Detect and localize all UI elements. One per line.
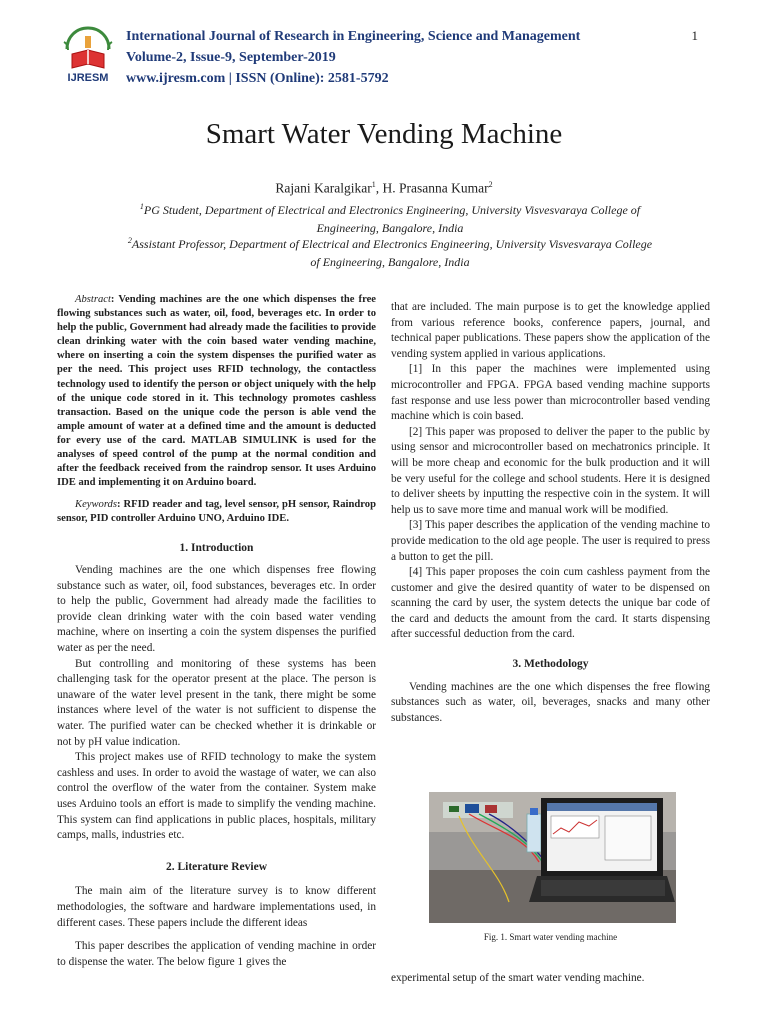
abstract: Abstract: Vending machines are the one which dispenses the free flowing substances such as water, oil, food, beverages etc. In order to help the public, Government had already made the facilities to provide clean drinking water with the coin based water vending machine, where on inserting a coin the system dispenses the purified water as per the need. This project uses RFID technology, the contactless technology used to identify the person or object uniquely with the help of the unique code stored in it. This technology promotes cashless transaction. Based on the unique code the person is able vend the ample amount of water at a defined time and the amount is deducted for every use of the card. MATLAB SIMULINK is used for the analyses of speed control of the pump at the normal condition and after the feedback received from the raindrop sensor. It uses Arduino IDE and implementing it on Arduino board. xyxy=(57,294,376,489)
svg-text:IJRESM: IJRESM xyxy=(67,72,109,84)
reference-summary-4: [4] This paper proposes the coin cum cashless payment from the customer and give the desired quantity of water to be dispensed on scanning the card by user, the system detects the unique bar code of the card and deducts the amount from the card. It starts dispensing after successful deduction from the card. xyxy=(391,566,710,641)
journal-name: International Journal of Research in Engineering, Science and Management xyxy=(126,29,581,44)
reference-summary-3: [3] This paper describes the application of the vending machine to provide medication to the old age people. The user is required to press a button to get the pill. xyxy=(391,519,710,563)
lit-paragraph-2: This paper describes the application of vending machine in order to dispense the water. The below figure 1 gives the xyxy=(57,940,376,968)
page-number: 1 xyxy=(691,28,698,43)
keywords: Keywords: RFID reader and tag, level sensor, pH sensor, Raindrop sensor, PID controller Arduino UNO, Arduino IDE. xyxy=(57,499,376,525)
reference-summary-2: [2] This paper was proposed to deliver the paper to the public by using sensor and microcontroller based on mechatronics principle. It will be more cheap and economic for the bulk production and it will be very useful for the college and school students. Here it is designed to deliver sheets by inputting the respective coin in the system. It will help us to save more time and manual work will be modified. xyxy=(391,425,710,516)
figure-1-photo xyxy=(429,792,676,923)
after-figure-text: experimental setup of the smart water vending machine. xyxy=(391,972,645,984)
authors: Rajani Karalgikar$^1$, H. Prasanna Kumar$^2$ xyxy=(275,180,493,196)
affiliation-2: $^2$Assistant Professor, Department of Electrical and Electronics Engineering, University Visvesvaraya College of Engineering, Bangalore, India xyxy=(127,236,653,269)
lit-paragraph-1: The main aim of the literature survey is to know different methodologies, the software and hardware implementations used, in different cases. These papers include the different ideas xyxy=(57,885,376,929)
figure-1-caption: Fig. 1. Smart water vending machine xyxy=(483,932,618,942)
intro-paragraph-3: This project makes use of RFID technology to make the system cashless and uses. In order to avoid the wastage of water, we can also control the overflow of the water from the container. System make uses Arduino tools an effort is made to simplify the vending machine. This system can find applications in public places, hospitals, military camps, malls, industries etc. xyxy=(57,751,376,842)
author-2: , H. Prasanna Kumar xyxy=(375,180,489,196)
affiliation-1: $^1$PG Student, Department of Electrical and Electronics Engineering, University Visvesvaraya College of Engineering, Bangalore, India xyxy=(139,202,641,235)
right-column xyxy=(391,300,710,726)
journal-web-issn: www.ijresm.com | ISSN (Online): 2581-5792 xyxy=(126,71,389,86)
paper-title: Smart Water Vending Machine xyxy=(205,118,563,150)
author-1: Rajani Karalgikar xyxy=(275,180,372,196)
reference-summary-1: [1] In this paper the machines were implemented using microcontroller and FPGA. FPGA based vending machine supports fast response and use less power than microcontroller based vending machine which is coin based. xyxy=(391,363,710,423)
left-column xyxy=(57,293,376,970)
section-heading-introduction: 1. Introduction xyxy=(179,541,254,554)
section-heading-literature-review: 2. Literature Review xyxy=(165,860,268,873)
journal-logo xyxy=(58,24,118,84)
intro-paragraph-1: Vending machines are the one which dispenses free flowing substance such as water, oil, food substances, beverages etc. In order to help the public, Government had already made the facilities to provide clean drinking water with the coin based water vending machine, where on inserting a coin the system dispenses the purified water as per the need. xyxy=(57,564,376,655)
methodology-paragraph: Vending machines are the one which dispenses the free flowing substances such as water, oil, beverages, snacks and many other substances. xyxy=(391,680,710,724)
section-heading-methodology: 3. Methodology xyxy=(512,658,589,671)
journal-volume: Volume-2, Issue-9, September-2019 xyxy=(126,50,336,65)
lit-continued: that are included. The main purpose is to get the knowledge applied from various reference books, conference papers, journal, and technical paper publications. These papers show the application of the vending system applied in various applications. xyxy=(391,301,710,360)
intro-paragraph-2: But controlling and monitoring of these systems has been challenging task for the operator present at the place. The person is unaware of the water level present in the tank, there might be some instances where level of the water is not sufficient to dispense the water. The purified water can be checked whether it is drinkable or not by pH value indication. xyxy=(57,657,376,748)
